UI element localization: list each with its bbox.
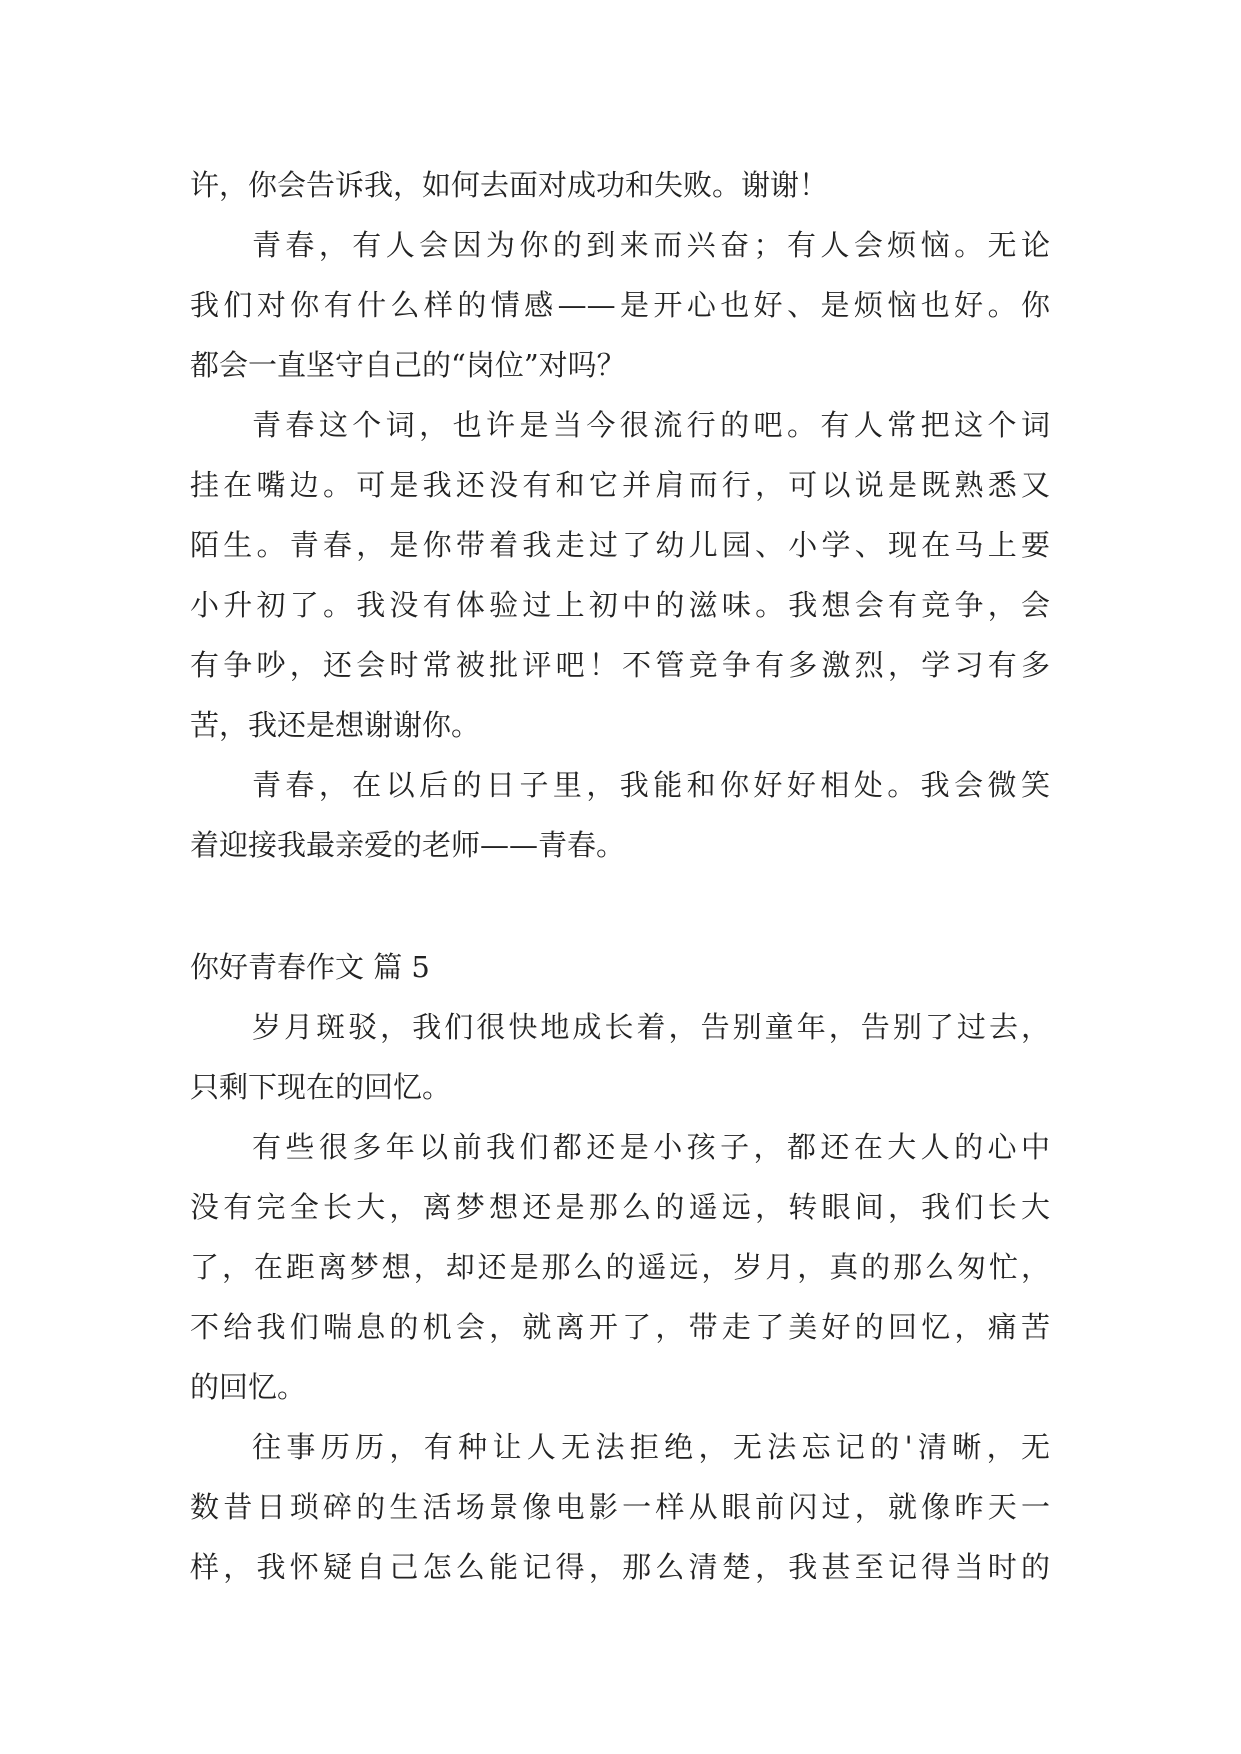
paragraph	[190, 1417, 1050, 1597]
paragraph-line: 青春这个词，也许是当今很流行的吧。有人常把这个词	[252, 408, 1050, 442]
paragraph-line: 数昔日琐碎的生活场景像电影一样从眼前闪过，就像昨天一	[190, 1490, 1050, 1524]
paragraph-line: 有争吵，还会时常被批评吧！不管竞争有多激烈，学习有多	[190, 648, 1050, 682]
paragraph-line: 青春，有人会因为你的到来而兴奋；有人会烦恼。无论	[252, 228, 1050, 262]
paragraph-line: 只剩下现在的回忆。	[190, 1070, 452, 1104]
paragraph	[190, 215, 1050, 395]
paragraph-line: 不给我们喘息的机会，就离开了，带走了美好的回忆，痛苦	[190, 1310, 1050, 1344]
paragraph-line: 有些很多年以前我们都还是小孩子，都还在大人的心中	[252, 1130, 1050, 1164]
paragraph-line: 苦，我还是想谢谢你。	[190, 708, 481, 742]
paragraph-line: 小升初了。我没有体验过上初中的滋味。我想会有竞争，会	[190, 588, 1050, 622]
paragraph	[190, 997, 1050, 1117]
paragraph-line: 我们对你有什么样的情感——是开心也好、是烦恼也好。你	[190, 288, 1050, 322]
paragraph	[190, 155, 1050, 215]
paragraph-line: 了，在距离梦想，却还是那么的遥远，岁月，真的那么匆忙，	[190, 1250, 1050, 1284]
section-heading: 你好青春作文 篇 5	[190, 950, 430, 984]
paragraph-line: 往事历历，有种让人无法拒绝，无法忘记的'清晰，无	[252, 1430, 1050, 1464]
paragraph-line: 样，我怀疑自己怎么能记得，那么清楚，我甚至记得当时的	[190, 1550, 1050, 1584]
paragraph-line: 许，你会告诉我，如何去面对成功和失败。谢谢！	[190, 168, 829, 202]
paragraph-line: 陌生。青春，是你带着我走过了幼儿园、小学、现在马上要	[190, 528, 1050, 562]
paragraph-line: 青春，在以后的日子里，我能和你好好相处。我会微笑	[252, 768, 1050, 802]
document-body	[190, 155, 1050, 1597]
paragraph	[190, 395, 1050, 755]
paragraph-line: 的回忆。	[190, 1370, 307, 1404]
paragraph	[190, 1117, 1050, 1417]
paragraph-line: 没有完全长大，离梦想还是那么的遥远，转眼间，我们长大	[190, 1190, 1050, 1224]
section-spacer	[190, 875, 1050, 937]
paragraph-line: 挂在嘴边。可是我还没有和它并肩而行，可以说是既熟悉又	[190, 468, 1050, 502]
paragraph-line: 岁月斑驳，我们很快地成长着，告别童年，告别了过去，	[252, 1010, 1050, 1044]
paragraph-line: 都会一直坚守自己的“岗位”对吗？	[190, 348, 626, 382]
paragraph	[190, 755, 1050, 875]
paragraph-line: 着迎接我最亲爱的老师——青春。	[190, 828, 626, 862]
